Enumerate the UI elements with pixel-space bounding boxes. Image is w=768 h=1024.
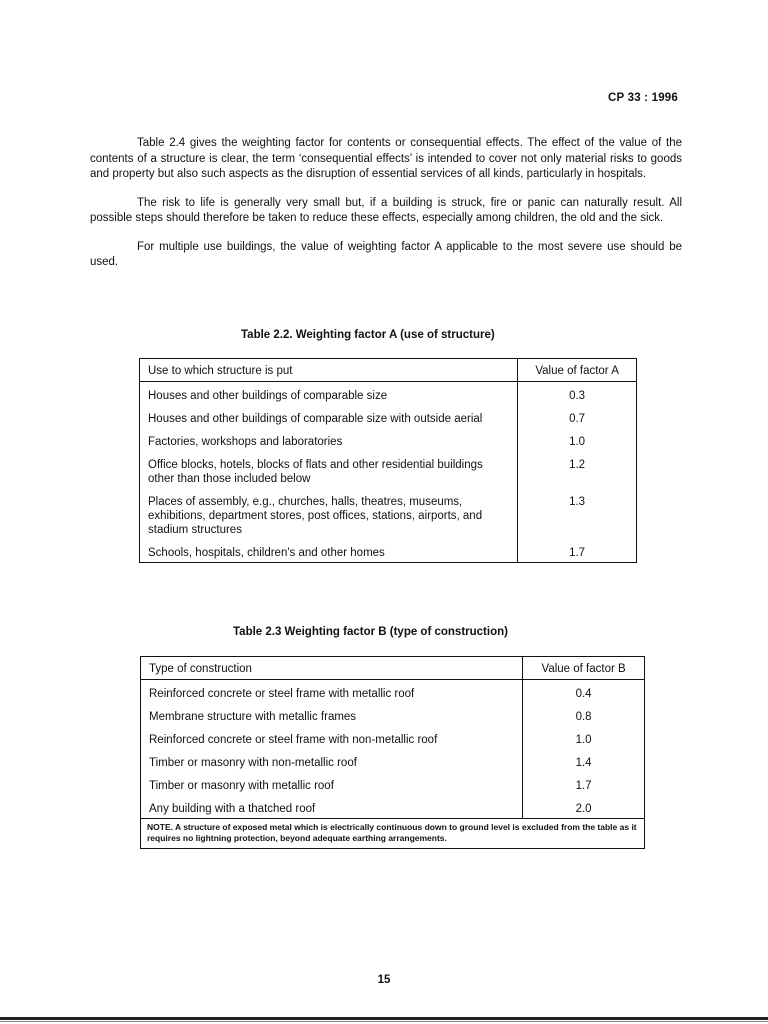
cell-value: 0.4 — [523, 680, 645, 707]
table-row — [141, 706, 645, 729]
table-row — [141, 798, 645, 819]
cell-use: Houses and other buildings of comparable size — [140, 382, 518, 409]
table-row — [141, 752, 645, 775]
cell-use: Factories, workshops and laboratories — [140, 431, 518, 454]
cell-value: 2.0 — [523, 798, 645, 819]
table-row — [140, 408, 637, 431]
table-header-row — [140, 359, 637, 382]
table-weighting-factor-b — [140, 656, 645, 849]
table-row — [140, 454, 637, 491]
table-row — [141, 729, 645, 752]
paragraph-3: For multiple use buildings, the value of weighting factor A applicable to the most severe use should be used. — [90, 240, 682, 268]
table-row — [140, 542, 637, 563]
paragraph-1: Table 2.4 gives the weighting factor for contents or consequential effects. The effect of the value of the contents of a structure is clear, the term ‘consequential effects’ is intended to cover not only material risks to goods and property but also such aspects as the disruption of essential services of all kinds, particularly in hospitals. — [90, 137, 682, 180]
cell-use: Houses and other buildings of comparable size with outside aerial — [140, 408, 518, 431]
table-weighting-factor-a — [139, 358, 637, 563]
table-header-row — [141, 657, 645, 680]
cell-use: Office blocks, hotels, blocks of flats and other residential buildings other than those included below — [140, 454, 518, 491]
column-header-type: Type of construction — [141, 657, 523, 680]
cell-use: Places of assembly, e.g., churches, halls, theatres, museums, exhibitions, department stores, post offices, stations, airports, and stadium structures — [140, 491, 518, 542]
body-text — [90, 136, 682, 284]
cell-type: Timber or masonry with metallic roof — [141, 775, 523, 798]
bottom-rule — [0, 1017, 768, 1020]
table-row — [141, 775, 645, 798]
cell-use: Schools, hospitals, children's and other homes — [140, 542, 518, 563]
table-row — [140, 382, 637, 409]
cell-type: Any building with a thatched roof — [141, 798, 523, 819]
column-header-value: Value of factor A — [518, 359, 637, 382]
table-row — [141, 680, 645, 707]
cell-value: 1.7 — [518, 542, 637, 563]
table-a-caption: Table 2.2. Weighting factor A (use of structure) — [241, 329, 495, 341]
cell-value: 0.3 — [518, 382, 637, 409]
cell-value: 1.0 — [523, 729, 645, 752]
cell-type: Reinforced concrete or steel frame with metallic roof — [141, 680, 523, 707]
paragraph-2: The risk to life is generally very small but, if a building is struck, fire or panic can naturally result. All possible steps should therefore be taken to reduce these effects, especially among children, the old and the sick. — [90, 196, 682, 224]
cell-value: 1.2 — [518, 454, 637, 491]
column-header-value: Value of factor B — [523, 657, 645, 680]
cell-type: Timber or masonry with non-metallic roof — [141, 752, 523, 775]
cell-type: Membrane structure with metallic frames — [141, 706, 523, 729]
document-code: CP 33 : 1996 — [608, 92, 678, 104]
table-b-caption: Table 2.3 Weighting factor B (type of construction) — [233, 626, 508, 638]
cell-value: 0.7 — [518, 408, 637, 431]
table-note-row — [141, 819, 645, 849]
page-number: 15 — [377, 974, 391, 986]
cell-value: 0.8 — [523, 706, 645, 729]
cell-value: 1.3 — [518, 491, 637, 542]
bottom-rule-secondary — [0, 1021, 768, 1022]
table-row — [140, 431, 637, 454]
table-row — [140, 491, 637, 542]
cell-value: 1.7 — [523, 775, 645, 798]
cell-type: Reinforced concrete or steel frame with non-metallic roof — [141, 729, 523, 752]
column-header-use: Use to which structure is put — [140, 359, 518, 382]
table-note: NOTE. A structure of exposed metal which is electrically continuous down to ground level is excluded from the table as it requires no lightning protection, beyond adequate earthing arrangements. — [141, 819, 645, 849]
cell-value: 1.0 — [518, 431, 637, 454]
cell-value: 1.4 — [523, 752, 645, 775]
